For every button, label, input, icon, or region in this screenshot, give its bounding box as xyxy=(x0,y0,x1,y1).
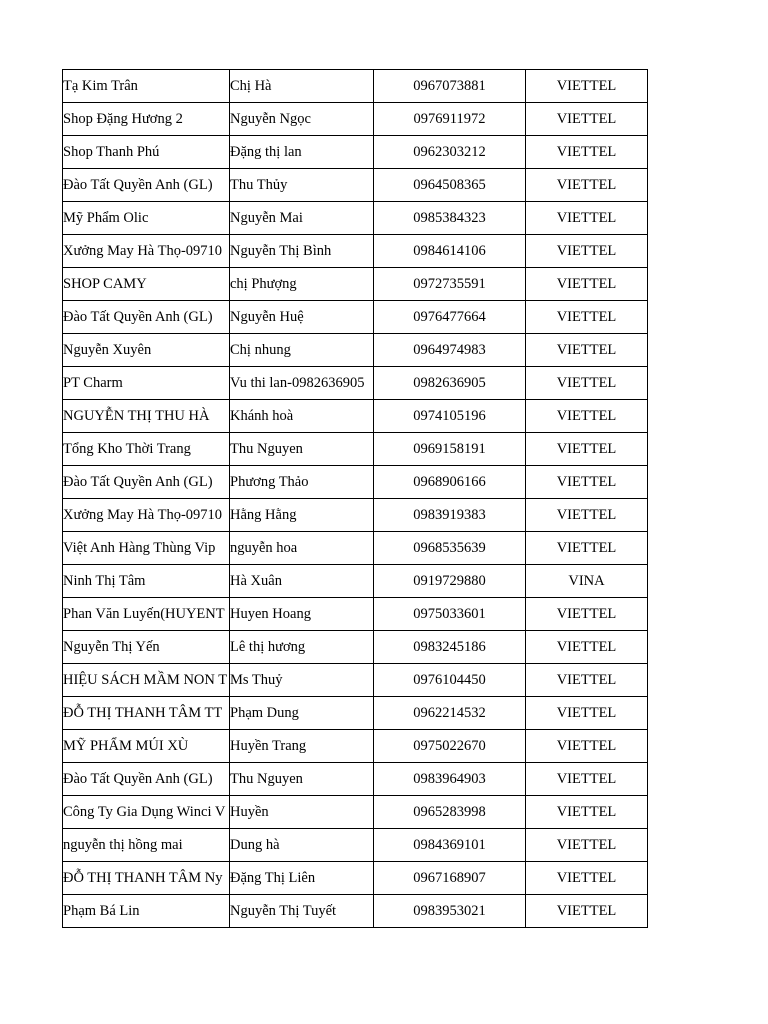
customer-name-cell: PT Charm xyxy=(63,367,230,400)
contact-person-cell: Phương Thảo xyxy=(230,466,374,499)
customer-name-cell: Việt Anh Hàng Thùng Vip xyxy=(63,532,230,565)
phone-number-cell: 0968535639 xyxy=(374,532,526,565)
customer-name-cell: HIỆU SÁCH MẦM NON T xyxy=(63,664,230,697)
table-row xyxy=(63,268,648,301)
contact-person-cell: Lê thị hương xyxy=(230,631,374,664)
table-row xyxy=(63,367,648,400)
phone-number-cell: 0984369101 xyxy=(374,829,526,862)
phone-number-cell: 0967073881 xyxy=(374,70,526,103)
contact-person-cell: Khánh hoà xyxy=(230,400,374,433)
customer-name-cell: Tổng Kho Thời Trang xyxy=(63,433,230,466)
contact-person-cell: Phạm Dung xyxy=(230,697,374,730)
table-row xyxy=(63,400,648,433)
carrier-cell: VIETTEL xyxy=(526,169,648,202)
customer-name-cell: ĐỖ THỊ THANH TÂM Ny xyxy=(63,862,230,895)
contact-person-cell: Nguyễn Ngọc xyxy=(230,103,374,136)
phone-number-cell: 0972735591 xyxy=(374,268,526,301)
phone-number-cell: 0962303212 xyxy=(374,136,526,169)
customer-name-cell: Đào Tất Quyền Anh (GL) xyxy=(63,466,230,499)
table-row xyxy=(63,334,648,367)
phone-number-cell: 0982636905 xyxy=(374,367,526,400)
customer-name-cell: Đào Tất Quyền Anh (GL) xyxy=(63,301,230,334)
customer-name-cell: Mỹ Phẩm Olic xyxy=(63,202,230,235)
table-body xyxy=(63,70,648,928)
phone-number-cell: 0975022670 xyxy=(374,730,526,763)
carrier-cell: VINA xyxy=(526,565,648,598)
customer-name-cell: Shop Đặng Hương 2 xyxy=(63,103,230,136)
contact-person-cell: Nguyễn Mai xyxy=(230,202,374,235)
phone-number-cell: 0968906166 xyxy=(374,466,526,499)
carrier-cell: VIETTEL xyxy=(526,202,648,235)
table-row xyxy=(63,202,648,235)
table-row xyxy=(63,136,648,169)
table-row xyxy=(63,895,648,928)
table-row xyxy=(63,631,648,664)
customer-name-cell: Ninh Thị Tâm xyxy=(63,565,230,598)
carrier-cell: VIETTEL xyxy=(526,862,648,895)
table-row xyxy=(63,235,648,268)
carrier-cell: VIETTEL xyxy=(526,433,648,466)
table-row xyxy=(63,796,648,829)
table-row xyxy=(63,697,648,730)
customer-name-cell: Nguyễn Xuyên xyxy=(63,334,230,367)
table-row xyxy=(63,598,648,631)
customer-name-cell: Nguyễn Thị Yến xyxy=(63,631,230,664)
table-row xyxy=(63,499,648,532)
contact-person-cell: Nguyễn Thị Bình xyxy=(230,235,374,268)
phone-number-cell: 0976477664 xyxy=(374,301,526,334)
table-row xyxy=(63,730,648,763)
table-row xyxy=(63,763,648,796)
contact-person-cell: Huyen Hoang xyxy=(230,598,374,631)
customer-name-cell: SHOP CAMY xyxy=(63,268,230,301)
customer-name-cell: Tạ Kim Trân xyxy=(63,70,230,103)
phone-number-cell: 0969158191 xyxy=(374,433,526,466)
customer-name-cell: Xưởng May Hà Thọ-09710 xyxy=(63,235,230,268)
carrier-cell: VIETTEL xyxy=(526,466,648,499)
table-row xyxy=(63,862,648,895)
carrier-cell: VIETTEL xyxy=(526,631,648,664)
contact-person-cell: Huyền xyxy=(230,796,374,829)
customer-name-cell: Shop Thanh Phú xyxy=(63,136,230,169)
contact-person-cell: Hằng Hằng xyxy=(230,499,374,532)
contact-person-cell: Chị nhung xyxy=(230,334,374,367)
contacts-table xyxy=(62,69,648,928)
contact-person-cell: Thu Nguyen xyxy=(230,433,374,466)
customer-name-cell: nguyễn thị hồng mai xyxy=(63,829,230,862)
phone-number-cell: 0976104450 xyxy=(374,664,526,697)
contact-person-cell: Nguyễn Huệ xyxy=(230,301,374,334)
carrier-cell: VIETTEL xyxy=(526,268,648,301)
table-row xyxy=(63,466,648,499)
carrier-cell: VIETTEL xyxy=(526,697,648,730)
carrier-cell: VIETTEL xyxy=(526,598,648,631)
phone-number-cell: 0964974983 xyxy=(374,334,526,367)
contact-person-cell: Thu Nguyen xyxy=(230,763,374,796)
carrier-cell: VIETTEL xyxy=(526,334,648,367)
phone-number-cell: 0983964903 xyxy=(374,763,526,796)
table-row xyxy=(63,532,648,565)
contact-person-cell: Đặng thị lan xyxy=(230,136,374,169)
phone-number-cell: 0983919383 xyxy=(374,499,526,532)
contact-person-cell: chị Phượng xyxy=(230,268,374,301)
table-row xyxy=(63,664,648,697)
phone-number-cell: 0975033601 xyxy=(374,598,526,631)
table-row xyxy=(63,829,648,862)
carrier-cell: VIETTEL xyxy=(526,499,648,532)
carrier-cell: VIETTEL xyxy=(526,367,648,400)
carrier-cell: VIETTEL xyxy=(526,829,648,862)
contact-person-cell: Vu thi lan-0982636905 xyxy=(230,367,374,400)
customer-name-cell: Phạm Bá Lin xyxy=(63,895,230,928)
contact-person-cell: nguyễn hoa xyxy=(230,532,374,565)
customer-name-cell: Phan Văn Luyến(HUYENT xyxy=(63,598,230,631)
phone-number-cell: 0983953021 xyxy=(374,895,526,928)
carrier-cell: VIETTEL xyxy=(526,664,648,697)
customer-name-cell: Đào Tất Quyền Anh (GL) xyxy=(63,169,230,202)
carrier-cell: VIETTEL xyxy=(526,301,648,334)
contact-person-cell: Huyền Trang xyxy=(230,730,374,763)
phone-number-cell: 0964508365 xyxy=(374,169,526,202)
table-row xyxy=(63,103,648,136)
table-row xyxy=(63,565,648,598)
customer-name-cell: ĐỖ THỊ THANH TÂM TT xyxy=(63,697,230,730)
contact-person-cell: Hà Xuân xyxy=(230,565,374,598)
carrier-cell: VIETTEL xyxy=(526,763,648,796)
customer-name-cell: Công Ty Gia Dụng Winci V xyxy=(63,796,230,829)
phone-number-cell: 0976911972 xyxy=(374,103,526,136)
phone-number-cell: 0962214532 xyxy=(374,697,526,730)
contact-person-cell: Thu Thủy xyxy=(230,169,374,202)
contact-person-cell: Dung hà xyxy=(230,829,374,862)
carrier-cell: VIETTEL xyxy=(526,796,648,829)
carrier-cell: VIETTEL xyxy=(526,235,648,268)
phone-number-cell: 0985384323 xyxy=(374,202,526,235)
carrier-cell: VIETTEL xyxy=(526,103,648,136)
phone-number-cell: 0965283998 xyxy=(374,796,526,829)
carrier-cell: VIETTEL xyxy=(526,730,648,763)
phone-number-cell: 0919729880 xyxy=(374,565,526,598)
contact-person-cell: Chị Hà xyxy=(230,70,374,103)
table-row xyxy=(63,301,648,334)
customer-name-cell: MỸ PHẨM MÚI XÙ xyxy=(63,730,230,763)
phone-number-cell: 0967168907 xyxy=(374,862,526,895)
table-row xyxy=(63,70,648,103)
phone-number-cell: 0983245186 xyxy=(374,631,526,664)
carrier-cell: VIETTEL xyxy=(526,895,648,928)
customer-name-cell: Đào Tất Quyền Anh (GL) xyxy=(63,763,230,796)
phone-number-cell: 0974105196 xyxy=(374,400,526,433)
contact-person-cell: Đặng Thị Liên xyxy=(230,862,374,895)
carrier-cell: VIETTEL xyxy=(526,70,648,103)
carrier-cell: VIETTEL xyxy=(526,532,648,565)
customer-name-cell: Xưởng May Hà Thọ-09710 xyxy=(63,499,230,532)
contact-person-cell: Ms Thuỷ xyxy=(230,664,374,697)
phone-number-cell: 0984614106 xyxy=(374,235,526,268)
table-row xyxy=(63,169,648,202)
customer-name-cell: NGUYỄN THỊ THU HÀ xyxy=(63,400,230,433)
spreadsheet-page xyxy=(62,69,647,928)
table-row xyxy=(63,433,648,466)
contact-person-cell: Nguyễn Thị Tuyết xyxy=(230,895,374,928)
carrier-cell: VIETTEL xyxy=(526,400,648,433)
carrier-cell: VIETTEL xyxy=(526,136,648,169)
